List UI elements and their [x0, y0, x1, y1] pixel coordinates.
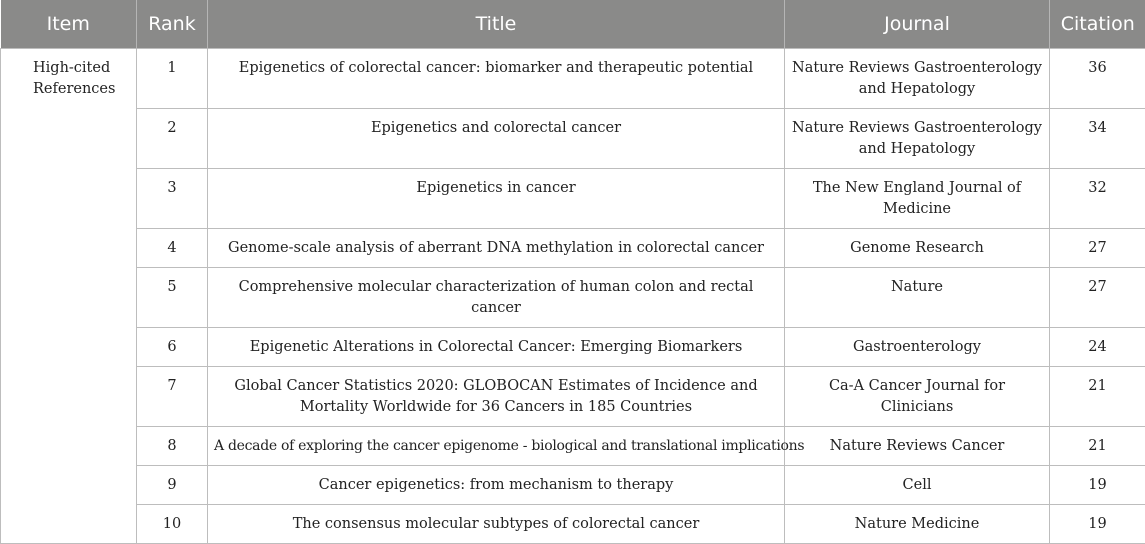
table-row	[1, 49, 1145, 109]
journal-cell: Ca-A Cancer Journal for Clinicians	[785, 367, 1050, 427]
journal-cell: Nature Medicine	[785, 505, 1050, 544]
citation-cell: 32	[1050, 169, 1145, 229]
journal-cell: The New England Journal of Medicine	[785, 169, 1050, 229]
citation-cell: 27	[1050, 268, 1145, 328]
table-row	[1, 367, 1145, 427]
rank-cell: 3	[137, 169, 208, 229]
rank-cell: 5	[137, 268, 208, 328]
title-cell: Global Cancer Statistics 2020: GLOBOCAN Estimates of Incidence and Mortality Worldwide for 36 Cancers in 185 Countries	[208, 367, 785, 427]
table-row	[1, 109, 1145, 169]
title-cell: Epigenetics and colorectal cancer	[208, 109, 785, 169]
item-cell: High-cited References	[1, 49, 137, 544]
table-row	[1, 268, 1145, 328]
header-title: Title	[208, 0, 785, 49]
rank-cell: 2	[137, 109, 208, 169]
journal-cell: Gastroenterology	[785, 328, 1050, 367]
journal-cell: Nature	[785, 268, 1050, 328]
header-journal: Journal	[785, 0, 1050, 49]
table-row	[1, 328, 1145, 367]
table-row	[1, 169, 1145, 229]
table-row	[1, 229, 1145, 268]
rank-cell: 9	[137, 466, 208, 505]
journal-cell: Genome Research	[785, 229, 1050, 268]
table-row	[1, 505, 1145, 544]
rank-cell: 6	[137, 328, 208, 367]
journal-cell: Nature Reviews Cancer	[785, 427, 1050, 466]
citation-cell: 21	[1050, 427, 1145, 466]
rank-cell: 4	[137, 229, 208, 268]
header-item: Item	[1, 0, 137, 49]
header-row	[1, 0, 1145, 49]
rank-cell: 1	[137, 49, 208, 109]
citation-cell: 36	[1050, 49, 1145, 109]
header-rank: Rank	[137, 0, 208, 49]
journal-cell: Nature Reviews Gastroenterology and Hepatology	[785, 109, 1050, 169]
citation-cell: 24	[1050, 328, 1145, 367]
citation-cell: 21	[1050, 367, 1145, 427]
title-cell: Epigenetics in cancer	[208, 169, 785, 229]
title-cell: Cancer epigenetics: from mechanism to therapy	[208, 466, 785, 505]
title-cell: Genome-scale analysis of aberrant DNA methylation in colorectal cancer	[208, 229, 785, 268]
title-cell: Epigenetics of colorectal cancer: biomarker and therapeutic potential	[208, 49, 785, 109]
table-row	[1, 427, 1145, 466]
citation-cell: 19	[1050, 466, 1145, 505]
title-cell: The consensus molecular subtypes of colorectal cancer	[208, 505, 785, 544]
header-citation: Citation	[1050, 0, 1145, 49]
title-cell: Comprehensive molecular characterization of human colon and rectal cancer	[208, 268, 785, 328]
journal-cell: Nature Reviews Gastroenterology and Hepatology	[785, 49, 1050, 109]
title-cell: A decade of exploring the cancer epigenome - biological and translational implications	[208, 427, 785, 466]
citation-cell: 27	[1050, 229, 1145, 268]
rank-cell: 8	[137, 427, 208, 466]
journal-cell: Cell	[785, 466, 1050, 505]
rank-cell: 10	[137, 505, 208, 544]
title-cell: Epigenetic Alterations in Colorectal Cancer: Emerging Biomarkers	[208, 328, 785, 367]
rank-cell: 7	[137, 367, 208, 427]
citation-cell: 34	[1050, 109, 1145, 169]
table-row	[1, 466, 1145, 505]
citation-cell: 19	[1050, 505, 1145, 544]
